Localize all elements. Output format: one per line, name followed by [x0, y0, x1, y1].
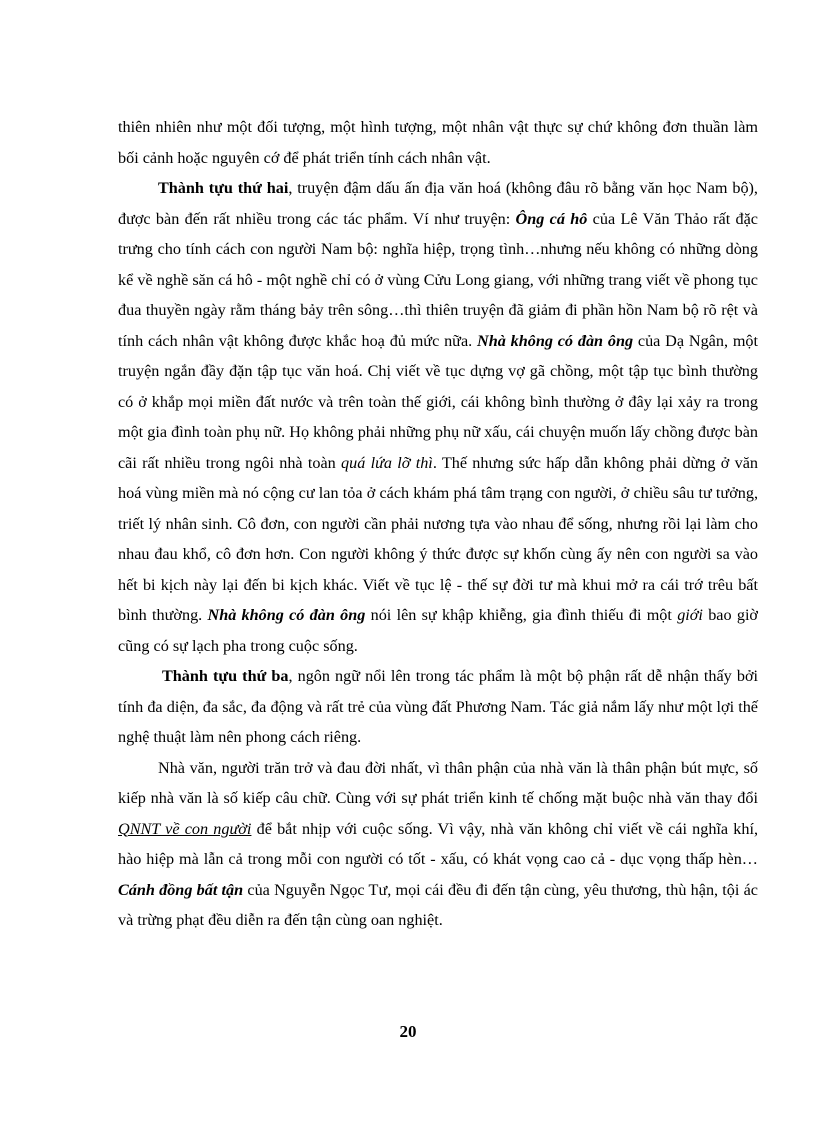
paragraph-4-text-1: Nhà văn, người trăn trở và đau đời nhất, vì thân phận của nhà văn là thân phận bút mực, số kiếp nhà văn là số kiếp câu chữ. Cùng với sự phát triển kinh tế chống mặt buộc nhà văn thay đổi: [118, 758, 758, 807]
body-text: [118, 112, 758, 936]
work-title-ong-ca-ho: Ông cá hô: [515, 209, 588, 228]
paragraph-2-text-6: bao giờ cũng có sự lạch pha trong cuộc sống.: [118, 606, 758, 655]
page-number: 20: [399, 1022, 417, 1041]
paragraph-2-text-4: . Thế nhưng sức hấp dẫn không phải dừng ở văn hoá vùng miền mà nó cộng cư lan tỏa ở cách khám phá tâm trạng con người, ở chiều sâu tư tưởng, triết lý nhân sinh. Cô đơn, con người cần phải nương tựa vào nhau để sống, nhưng rồi lại làm cho nhau đau khổ, cô đơn hơn. Con người không ý thức được sự khốn cùng ấy nên con người sa vào hết bi kịch này lại đến bi kịch khác. Viết về tục lệ - thế sự đời tư mà khui mở ra cái trớ trêu bất bình thường.: [118, 453, 758, 624]
achievement-three-heading: Thành tựu thứ ba: [162, 667, 289, 685]
paragraph-4-text-3: của Nguyễn Ngọc Tư, mọi cái đều đi đến tận cùng, yêu thương, thù hận, tội ác và trừng phạt đều diễn ra đến tận cùng oan nghiệt.: [118, 880, 758, 929]
work-title-nha-khong-co-dan-ong-2: Nhà không có đàn ông: [207, 606, 366, 624]
paragraph-2-text-3: của Dạ Ngân, một truyện ngắn đầy đặn tập tục văn hoá. Chị viết về tục dựng vợ gã chồng, một tập tục bình thường có ở khắp mọi miền đất nước và trên toàn thế giới, cái không bình thường ở đây lại xảy ra trong một gia đình toàn phụ nữ. Họ không phải những phụ nữ xấu, cái chuyện muốn lấy chồng được bàn cãi rất nhiều trong ngôi nhà toàn: [118, 331, 758, 472]
italic-word-gioi: giới: [677, 606, 703, 624]
paragraph-4-text-2: để bắt nhịp với cuộc sống. Vì vậy, nhà văn không chỉ viết về cái nghĩa khí, hào hiệp mà lẫn cả trong mỗi con người có tốt - xấu, có khát vọng cao cả - dục vọng thấp hèn…: [118, 819, 758, 868]
paragraph-2-text-5: nói lên sự khập khiễng, gia đình thiếu đi một: [365, 606, 678, 624]
paragraph-3-text-1: , ngôn ngữ nổi lên trong tác phẩm là một bộ phận rất dễ nhận thấy bởi tính đa diện, đa sắc, đa động và rất trẻ của vùng đất Phương Nam. Tác giả nắm lấy như một lợi thế nghệ thuật làm nên phong cách riêng.: [118, 667, 758, 746]
paragraph-1-text: thiên nhiên như một đối tượng, một hình tượng, một nhân vật thực sự chứ không đơn thuần làm bối cảnh hoặc nguyên cớ để phát triển tính cách nhân vật.: [118, 118, 758, 167]
paragraph-2: [118, 173, 758, 661]
work-title-nha-khong-co-dan-ong: Nhà không có đàn ông: [477, 331, 634, 350]
paragraph-2-text-2: của Lê Văn Thảo rất đặc trưng cho tính cách con người Nam bộ: nghĩa hiệp, trọng tình…nhưng nếu không có những dòng kể về nghề săn cá hô - một nghề chỉ có ở vùng Cửu Long giang, với những trang viết về phong tục đua thuyền ngày rằm tháng bảy trên sông…thì thiên truyện đã giảm đi phần hồn Nam bộ rõ rệt và tính cách nhân vật không được khắc hoạ đủ mức nữa.: [118, 209, 758, 350]
paragraph-1: [118, 112, 758, 173]
work-title-canh-dong-bat-tan: Cánh đồng bất tận: [118, 880, 244, 899]
paragraph-4: [118, 753, 758, 936]
paragraph-2-text-1: , truyện đậm dấu ấn địa văn hoá (không đâu rõ bằng văn học Nam bộ), được bàn đến rất nhiều trong các tác phẩm. Ví như truyện:: [118, 179, 758, 228]
underlined-phrase-qnnt: QNNT về con người: [118, 819, 252, 838]
paragraph-3: [118, 661, 758, 753]
achievement-two-heading: Thành tựu thứ hai: [158, 179, 289, 197]
italic-phrase-qua-lua: quá lứa lỡ thì: [341, 453, 433, 472]
